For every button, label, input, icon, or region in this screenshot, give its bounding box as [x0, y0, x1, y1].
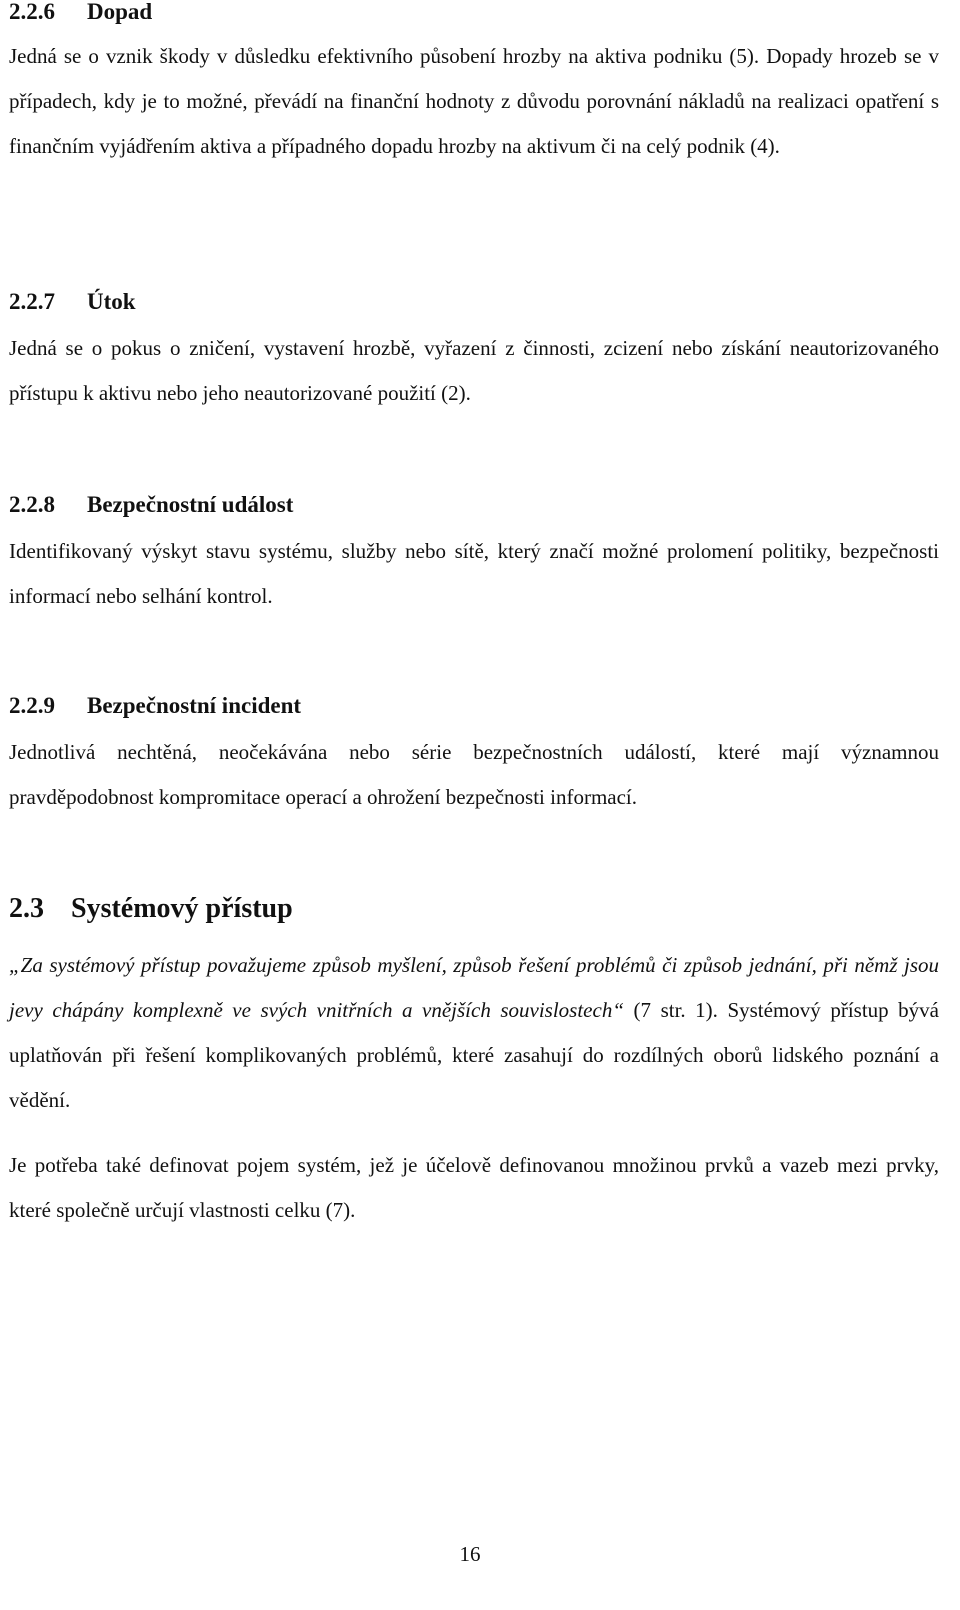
section-number: 2.2.8 [9, 492, 55, 517]
section-2-2-6 [9, 0, 939, 169]
section-paragraph: Jedná se o vznik škody v důsledku efektivního působení hrozby na aktiva podniku (5). Dopady hrozeb se v případech, kdy je to možné, převádí na finanční hodnoty z důvodu porovnání nákladů na realizaci opatření s finančním vyjádřením aktiva a případného dopadu hrozby na aktivum či na celý podnik (4). [9, 44, 939, 158]
section-number: 2.2.7 [9, 289, 55, 314]
section-2-2-9 [9, 694, 939, 820]
section-heading [9, 0, 939, 24]
section-title: Útok [87, 289, 136, 314]
section-title: Bezpečnostní incident [87, 693, 302, 718]
section-heading [9, 290, 939, 314]
paragraph-continuation: (7 str. 1). Systémový přístup bývá uplatňován při řešení komplikovaných problémů, které zasahují do rozdílných oborů lidského poznání a vědění. [9, 998, 940, 1112]
section-paragraph: Jednotlivá nechtěná, neočekávána nebo série bezpečnostních událostí, které mají významnou pravděpodobnost kompromitace operací a ohrožení bezpečnosti informací. [9, 740, 939, 809]
section-number: 2.2.9 [9, 693, 55, 718]
section-2-2-8 [9, 493, 939, 619]
quote-text: „Za systémový přístup považujeme způsob myšlení, způsob řešení problémů či způsob jednání, při němž jsou jevy chápány komplexně ve svých vnitřních a vnějších souvislostech“ [9, 953, 939, 1022]
section-paragraph [9, 943, 939, 1123]
section-heading [9, 694, 939, 718]
page-number: 16 [459, 1542, 481, 1566]
section-2-3 [9, 894, 939, 1233]
section-title: Systémový přístup [71, 893, 293, 924]
section-paragraph: Je potřeba také definovat pojem systém, jež je účelově definovanou množinou prvků a vazeb mezi prvky, které společně určují vlastnosti celku (7). [9, 1153, 939, 1222]
chapter-heading [9, 894, 939, 924]
section-title: Bezpečnostní událost [87, 492, 294, 517]
section-paragraph: Jedná se o pokus o zničení, vystavení hrozbě, vyřazení z činnosti, zcizení nebo získání neautorizovaného přístupu k aktivu nebo jeho neautorizované použití (2). [9, 336, 939, 405]
section-number: 2.3 [9, 893, 44, 924]
section-2-2-7 [9, 290, 939, 416]
section-paragraph: Identifikovaný výskyt stavu systému, služby nebo sítě, který značí možné prolomení politiky, bezpečnosti informací nebo selhání kontrol. [9, 539, 939, 608]
section-title: Dopad [87, 0, 153, 24]
section-heading [9, 493, 939, 517]
section-number: 2.2.6 [9, 0, 55, 24]
